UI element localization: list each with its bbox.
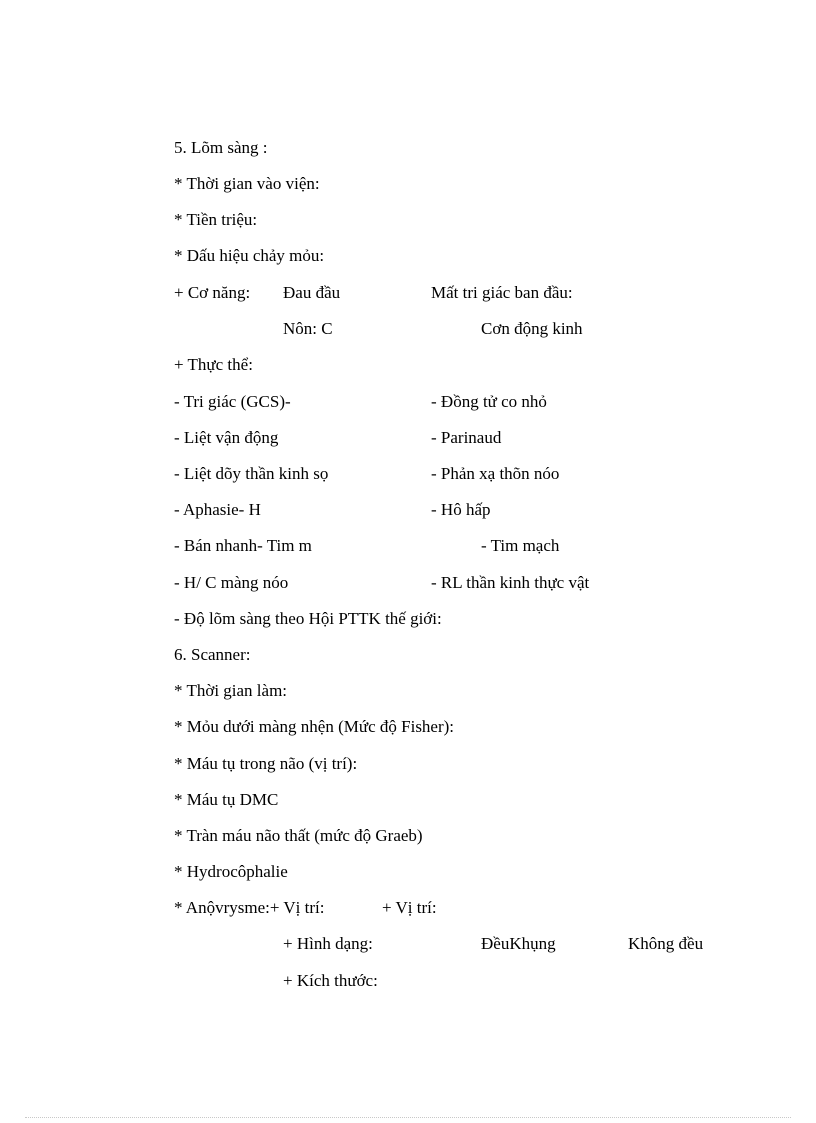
item-respiration: - Hô hấp [431, 500, 491, 519]
item-motor-paralysis: - Liệt vận động [174, 428, 279, 447]
item-autonomic: - RL thần kinh thực vật [431, 573, 590, 592]
item-meningeal: - H/ C màng nóo [174, 573, 289, 592]
section-5-title: 5. Lõm sàng : [174, 138, 268, 157]
line-wfns-grade: - Độ lõm sàng theo Hội PTTK thế giới: [174, 609, 442, 628]
item-pupil: - Đồng tử co nhỏ [431, 392, 547, 411]
item-loss-consciousness: Mất tri giác ban đầu: [431, 283, 573, 302]
item-vomit: Nôn: C [283, 319, 333, 338]
label-physical: + Thực thể: [174, 355, 253, 374]
item-cardiovascular: - Tim mạch [481, 536, 560, 555]
item-parinaud: - Parinaud [431, 428, 502, 447]
item-shape-irregular: Không đều [628, 934, 704, 953]
item-gcs: - Tri giác (GCS)- [174, 392, 291, 411]
item-headache: Đau đầu [283, 283, 341, 302]
line-hematoma-dmc: * Máu tụ DMC [174, 790, 279, 809]
item-size: + Kích thước: [283, 971, 378, 990]
line-bleeding-signs: * Dấu hiệu chảy mỏu: [174, 246, 325, 265]
section-6-title: 6. Scanner: [174, 645, 251, 664]
line-sah-fisher: * Mỏu dưới màng nhện (Mức độ Fisher): [174, 717, 455, 736]
line-scan-time: * Thời gian làm: [174, 681, 288, 700]
label-functional: + Cơ năng: [174, 283, 251, 302]
line-hematoma-brain: * Máu tụ trong não (vị trí): [174, 754, 358, 773]
item-aphasia: - Aphasie- H [174, 500, 261, 519]
item-shape-regular: ĐềuKhụng [481, 934, 556, 953]
item-position-2: + Vị trí: [382, 898, 437, 917]
line-ivh-graeb: * Tràn máu não thất (mức độ Graeb) [174, 826, 423, 845]
item-hemianopia: - Bán nhanh- Tim m [174, 536, 312, 555]
line-prodrome: * Tiền triệu: [174, 210, 258, 229]
page-bottom-rule [25, 1117, 791, 1118]
item-brainstem-reflex: - Phản xạ thõn nóo [431, 464, 560, 483]
line-time-admission: * Thời gian vào viện: [174, 174, 320, 193]
item-shape: + Hình dạng: [283, 934, 373, 953]
line-aneurysm: * Anộvrysme:+ Vị trí: [174, 898, 325, 917]
line-hydrocephalus: * Hydrocôphalie [174, 862, 288, 881]
item-seizure: Cơn động kinh [481, 319, 583, 338]
item-cranial-nerve: - Liệt dõy thần kinh sọ [174, 464, 329, 483]
